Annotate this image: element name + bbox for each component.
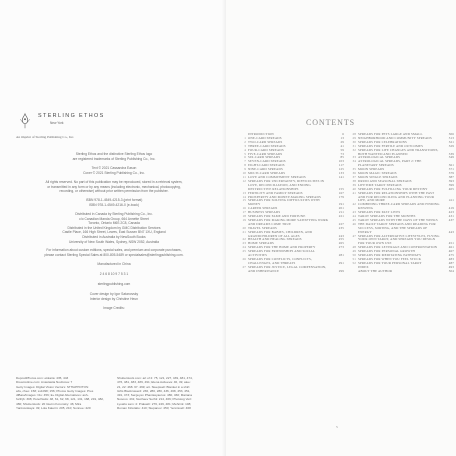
toc-entry-title: MOON SPREADS xyxy=(358,167,385,172)
toc-entry-page: 243 xyxy=(338,233,344,238)
toc-entry-number: 34 xyxy=(352,159,356,164)
toc-entry-title: PROSPERITY AND MONEY-MAKING SPREADS xyxy=(248,194,321,199)
toc-entry-number: 5 xyxy=(244,151,246,156)
toc-entry-number: 6 xyxy=(244,155,246,160)
toc-entry-title: ASTROLOGICAL SPREADS, PART 2: THE PLANETARY SPREADS xyxy=(358,159,422,168)
toc-entry-number: 12 xyxy=(242,178,246,183)
toc-entry-page: 273 xyxy=(338,245,344,250)
credit-line: Yankovskaya: 49; Lola Katerin: 205, 210; Sonnee: 420 xyxy=(16,406,91,411)
publisher-city: New York xyxy=(50,121,64,125)
toc-entry-title: SPREADS FOR LIFE CHANGES AND TRANSITIONS, BOTH WANTED AND PLANNED xyxy=(358,147,439,156)
toc-entry-number: 11 xyxy=(242,174,246,179)
distribution-line: Distributed in Australia by NewSouth Books xyxy=(82,234,146,239)
toc-entry-page: 475 xyxy=(448,253,454,258)
toc-entry-title: FOUR-CARD SPREADS xyxy=(248,147,284,152)
toc-entry-title: SPREADS FOR PETS LARGE AND SMALL xyxy=(358,132,423,136)
toc-entry-number: 28 xyxy=(352,132,356,136)
toc-entry-title: FIVE-CARD SPREADS xyxy=(248,151,283,156)
toc-entry xyxy=(350,270,454,274)
toc-entry-number: 9 xyxy=(244,167,246,172)
toc-entry xyxy=(350,223,454,235)
toc-entry-page: 85 xyxy=(340,155,344,160)
toc-entry-page: 393 xyxy=(448,178,454,183)
toc-entry-number: 39 xyxy=(352,182,356,187)
toc-entry-title: MOON SINGLE SPREADS xyxy=(358,174,398,179)
rights-line: or transmitted in any form or by any means (including electronic, mechanical, photocopying, xyxy=(47,184,181,189)
toc-entry-page: 255 xyxy=(338,237,344,242)
toc-entry-page: 313 xyxy=(448,135,454,140)
toc-entry-page: 265 xyxy=(338,241,344,246)
copyright-line: Text © 2021 Cassandra Eason xyxy=(91,166,137,170)
toc-entry-number: 43 xyxy=(352,210,356,215)
toc-entry-page: 451 xyxy=(448,241,454,246)
toc-entry-number: 46 xyxy=(352,221,356,226)
contents-title: CONTENTS xyxy=(306,118,355,127)
credit-line: abv, cheo: 158; ss1098; 156; Photos Getty Images: Pres xyxy=(16,388,94,393)
toc-entry-title: SEVEN-CARD SPREADS xyxy=(248,159,286,164)
toc-entry-title: SPREADS FOR PAST LIVES xyxy=(358,210,401,215)
credit-line: Nosovo: 431; Nechaev Serhii: 214, 466; Photolog Vert: xyxy=(117,397,192,402)
toc-entry-title: MOON MAGIC SPREADS xyxy=(358,171,397,176)
design-line: Interior design by Christine Heun xyxy=(89,296,138,301)
toc-entry-title: FERTILITY AND FAMILY SPREADS xyxy=(248,190,303,195)
toc-entry-title: CAREER SPREADS xyxy=(248,206,278,211)
toc-entry-title: BUSINESS SPREADS xyxy=(248,210,281,215)
credit-line: Gifts Blackrowerd: 236, 280, 280, 436, 468, 453, 451, xyxy=(117,388,191,393)
credit-line: 476, 481, 483, 489, 491; Elena Avdeeva: 46, 49; alee: xyxy=(117,380,191,385)
toc-entry-title: LOVE AND COMMITMENT SPREADS xyxy=(248,174,306,179)
credit-line: forthjb: 308; Peterhiatts: 48, 61, 62, 68, 121, 131, 168, 219, 482, xyxy=(16,397,104,402)
toc-entry-title: TWO-CARD SPREADS xyxy=(248,139,283,144)
toc-entry-page: 179 xyxy=(338,194,344,199)
toc-entry-number: 22 xyxy=(242,237,246,242)
toc-entry-title: SPREADS FOR BABIES, CHILDREN, AND GRANDCHILDREN OF ALL AGES xyxy=(248,229,313,238)
toc-entry-title: INDEX xyxy=(358,264,369,269)
credit-line: Lyoabs sam: 4: Prakash: 276, 249, 481; Mehrnik: 108; xyxy=(117,401,192,406)
special-sales-line: For information about custom editions, special sales, and premium and corporate purchases, xyxy=(46,248,182,252)
toc-entry-page: 155 xyxy=(338,186,344,191)
toc-entry-title: SPREADS FOR FERTILE AND OUTCOMES xyxy=(358,143,424,148)
toc-entry-number: 32 xyxy=(352,147,356,152)
toc-entry-number: 45 xyxy=(352,217,356,222)
isbn-line: ISBN 978-1-4549-4215-3 (print format) xyxy=(85,198,143,202)
image-credits-heading: Image Credits: xyxy=(103,306,125,310)
isbn-block xyxy=(16,198,212,207)
toc-entry-number: 3 xyxy=(244,143,246,148)
toc-entry-number: 24 xyxy=(242,245,246,250)
toc-entry-page: 349 xyxy=(448,155,454,160)
toc-entry-number: 20 xyxy=(242,225,246,230)
toc-entry-page: 191 xyxy=(338,202,344,207)
contents-page xyxy=(226,0,456,456)
copyright-block xyxy=(16,166,212,175)
toc-entry xyxy=(240,180,344,192)
page-number: 5 xyxy=(336,425,338,429)
toc-entry-page: 299 xyxy=(338,268,344,273)
toc-entry-page: 133 xyxy=(338,171,344,176)
toc-entry-number: 52 xyxy=(352,260,356,265)
toc-entry-number: 14 xyxy=(242,194,246,199)
toc-entry-page: 411 xyxy=(448,198,454,203)
credit-line: DepositPhotos.com: ekkaria: 435, 443 xyxy=(16,376,69,380)
toc-entry-page: 423 xyxy=(448,210,454,215)
toc-entry-title: SPREADS FOR FAME AND FORTUNE xyxy=(248,214,306,219)
distribution-line: Toronto, Ontario M6S 2C8, Canada xyxy=(88,221,140,226)
toc-entry-number: 8 xyxy=(244,163,246,168)
trademark-line: are registered trademarks of Sterling Publishing Co., Inc. xyxy=(72,156,156,161)
special-sales-block xyxy=(16,248,212,257)
toc-entry-number: 29 xyxy=(352,135,356,140)
toc-entry-page: 125 xyxy=(338,167,344,172)
credit-line: Dreamstime.com: Anastasiia Novikova: 7 xyxy=(16,380,73,385)
toc-entry-title: NINE-CARD SPREADS xyxy=(248,167,283,172)
credit-line: 21, 22: 468. 67. 469; art. Sleepwell: Blanket in a shirt: xyxy=(117,384,191,389)
credits-column-left xyxy=(16,376,112,410)
toc-entry-title: COMBINING THREE-CARD SPREADS AND FINDING KENZING xyxy=(358,202,440,211)
toc-entry-title: ABOUT THE AUTHOR xyxy=(358,268,393,273)
design-line: Cover design by Igor Satanovsky xyxy=(89,292,139,296)
toc-entry-number: 36 xyxy=(352,171,356,176)
sterling-ethos-flame-logo-icon xyxy=(16,112,34,130)
toc-entry xyxy=(240,266,344,274)
toc-entry-page: 211 xyxy=(338,210,344,215)
copyright-line: Cover © 2021 Sterling Publishing Co., Inc. xyxy=(83,170,145,175)
toc-entry-number: 21 xyxy=(242,229,246,234)
toc-entry-page: 405 xyxy=(448,186,454,191)
toc-entry-number: 7 xyxy=(244,159,246,164)
toc-entry-number: 47 xyxy=(352,233,356,238)
toc-entry-page: 103 xyxy=(338,159,344,164)
imprint-line: An imprint of Sterling Publishing Co., Inc. xyxy=(16,135,75,139)
toc-entry-number: 25 xyxy=(242,249,246,254)
toc-entry-title: SPREADS FOR WHEN YOU FEEL STUCK xyxy=(358,257,422,261)
toc-entry-title: MULTI-CARD SPREADS xyxy=(248,171,286,176)
toc-entry-page: 6 xyxy=(342,132,344,136)
toc-entry-page: 29 xyxy=(340,139,344,144)
toc-entry-title: SPREADS FOR FULFILLING YOUR DESTINY xyxy=(358,186,428,191)
toc-entry-title: ASTROLOGICAL SPREADS xyxy=(358,155,401,160)
toc-entry-number: 13 xyxy=(242,190,246,195)
toc-entry-title: SPREADS FOR CELEBRATIONS xyxy=(358,139,407,144)
credit-line: Roman Kiriolatto: 410; Stepanov: 450; Yennisvell: 468 xyxy=(117,406,191,411)
credit-line: 480; Shutterstock: 20 Gtetm Koronsky: 46; Mira xyxy=(16,401,82,406)
rights-block xyxy=(16,180,212,194)
printing-numbers: 2 4 6 8 10 9 7 5 3 1 xyxy=(99,272,129,276)
toc-entry-title: SPREADS FOR UNCERTAINTY, DIFFICULTIES IN LOVE, RECONCILIATION, AND ENDING DESTRUCTIVE RELATIONSHIPS xyxy=(248,178,325,191)
toc-entry-title: SPREADS FOR MAKING MORE SATISFYING WORK AND DREAMS COME TRUE xyxy=(248,217,329,226)
toc-entry-number: 42 xyxy=(352,202,356,207)
trademark-line: Sterling Ethos and the distinctive Sterling Ethos logo xyxy=(75,152,153,156)
distribution-block xyxy=(16,212,212,244)
toc-entry-number: 50 xyxy=(352,253,356,258)
toc-entry-title: SPREADS FOR RELATIONSHIPS WITH THE PAST AND FOR RECONCILING AND PLANNING YOUR LIFE, AND MORE xyxy=(358,190,435,203)
toc-entry-page: 504 xyxy=(448,268,454,273)
rights-line: All rights reserved. No part of this publication may be reproduced, stored in a retrieval system, xyxy=(45,180,183,184)
toc-entry-page: 291 xyxy=(338,260,344,265)
toc-entry-title: SPREADS FOR YOUR PERSONAL TAROT xyxy=(358,260,422,265)
toc-entry-page: 493 xyxy=(448,264,454,269)
toc-entry-page: 443 xyxy=(448,229,454,234)
toc-entry-number: 26 xyxy=(242,257,246,261)
toc-entry-page: 235 xyxy=(338,225,344,230)
distribution-line: c/o Canadian Manda Group, 664 Annette Street xyxy=(79,216,149,221)
toc-entry-title: SIX-CARD SPREADS xyxy=(248,155,281,160)
toc-entry-title: LIFETIME TAROT SPREADS xyxy=(358,182,402,187)
toc-entry-number: 40 xyxy=(352,186,356,191)
special-sales-line: please contact Sterling Special Sales at 800-805-5489 or specialsales@sterlingpublishing.com. xyxy=(44,252,184,257)
toc-entry-number: 49 xyxy=(352,249,356,254)
toc-entry-title: SPREADS FOR FRIENDSHIPS AND SOCIAL ACTIVITIES xyxy=(248,249,315,258)
isbn-line: ISBN 978-1-4549-4216-0 (e-book) xyxy=(88,202,140,207)
toc-entry-page: 387 xyxy=(448,174,454,179)
copyright-page xyxy=(0,0,226,456)
distribution-line: Distributed in the United Kingdom by GMC Distribution Services xyxy=(67,225,161,230)
publisher-name: STERLING ETHOS xyxy=(38,113,105,119)
toc-entry-number: 10 xyxy=(242,171,246,176)
toc-entry-number: 35 xyxy=(352,167,356,172)
toc-entry-page: 483 xyxy=(448,257,454,261)
design-credits xyxy=(16,292,212,301)
toc-entry-page: 117 xyxy=(338,163,344,168)
toc-entry-number: 31 xyxy=(352,143,356,148)
toc-entry-page: 467 xyxy=(448,249,454,254)
toc-entry-page: 321 xyxy=(448,139,454,144)
toc-entry-page: 13 xyxy=(340,135,344,140)
toc-entry-page: 361 xyxy=(448,163,454,168)
toc-entry-page: 329 xyxy=(448,143,454,148)
toc-entry-page: 221 xyxy=(338,214,344,219)
credit-line: Getty Images: Digital Vision Vectors: STHAPHOTOS: xyxy=(16,384,89,389)
toc-entry-page: 306 xyxy=(448,132,454,136)
toc-entry-number: 4 xyxy=(244,147,246,152)
toc-entry-title: INTRODUCTION xyxy=(248,132,274,136)
toc-entry-page: 41 xyxy=(340,143,344,148)
publisher-logo xyxy=(16,112,176,132)
toc-entry-page: 201 xyxy=(338,206,344,211)
toc-entry-page: 59 xyxy=(340,147,344,152)
toc-entry-page: 461 xyxy=(448,245,454,250)
toc-entry-number: 15 xyxy=(242,198,246,203)
credit-line: diBaiu/Images: Clu: 456; E+ Digital Alternatives: ash- xyxy=(16,393,89,398)
toc-entry-title: HEALTH AND HEALING SPREADS xyxy=(248,237,302,242)
toc-entry-title: SPREADS FOR THE HOME AND PROPERTY xyxy=(248,245,316,250)
toc-entry-title: DRUID AND SEASONAL SPREADS xyxy=(358,178,412,183)
toc-entry-page: 379 xyxy=(448,171,454,176)
trademark-block xyxy=(16,152,212,161)
contents-column-2 xyxy=(350,133,454,274)
toc-entry-page: 281 xyxy=(338,253,344,258)
toc-entry-page: 437 xyxy=(448,217,454,222)
toc-entry-title: EIGHT-CARD SPREADS xyxy=(248,163,285,168)
toc-entry-number: 1 xyxy=(244,135,246,140)
toc-entry-title: TAROT SPREADS WITH THE DAYS OF THE WEEKS xyxy=(358,217,438,222)
toc-entry-number: 38 xyxy=(352,178,356,183)
toc-entry-page: 371 xyxy=(448,167,454,172)
toc-entry-page: 167 xyxy=(338,190,344,195)
toc-entry-title: SPREADS FOR CONFLICTS, CONFLICTS, CHALLENGES, AND THREATS xyxy=(248,257,312,265)
toc-entry-title: SPREADS FOR JUSTICE, LEGAL COMPENSATION, AND INHERITANCE xyxy=(248,264,327,273)
toc-entry-number: 51 xyxy=(352,257,356,261)
toc-entry-title: THREE-CARD SPREADS xyxy=(248,143,286,148)
contents-column-1 xyxy=(240,133,344,274)
toc-entry-number: 48 xyxy=(352,245,356,250)
toc-entry-number: 17 xyxy=(242,210,246,215)
toc-entry-title: SPREADS FOR SOLVING DIFFICULTIES WITH MONEY xyxy=(248,198,320,207)
credit-line: 491, 473; Sergeyev Phantasyaurus: 480, 460; Mariana xyxy=(117,393,192,398)
toc-entry-number: 23 xyxy=(242,241,246,246)
toc-entry-title: SPREADS FOR LEVERAGE AND CONFRONTATION xyxy=(358,245,438,250)
toc-entry-title: NEIGHBORHOOD AND COMMUNITY SPREADS xyxy=(358,135,432,140)
toc-entry-title: HOME SPREADS xyxy=(248,241,274,246)
toc-entry-title: SPREADS FOR ALTERNATIVE LIFESTYLES, FLYING YOUR OWN TAROT, AND SPREADS YOU DESIGN FOR YOUR OWN USE xyxy=(358,233,440,246)
toc-entry-number: 37 xyxy=(352,174,356,179)
toc-entry-number: 33 xyxy=(352,155,356,160)
toc-entry-title: SPREADS FOR PERSONAL GROWTH xyxy=(358,249,415,254)
toc-entry-page: 431 xyxy=(448,214,454,219)
toc-entry-title: ONE-CARD SPREADS xyxy=(248,135,282,140)
toc-entry-title: SPREADS FOR MEDITATING PATHWAYS xyxy=(358,253,422,258)
credits-column-right xyxy=(117,376,213,410)
toc-entry-page: 227 xyxy=(338,221,344,226)
distribution-line: Castle Place, 166 High Street, Lewes, East Sussex BN7 1XU, England xyxy=(62,230,166,235)
toc-entry-number: 16 xyxy=(242,206,246,211)
toc-entry-page: 419 xyxy=(448,206,454,211)
toc-entry-number: 44 xyxy=(352,214,356,219)
toc-entry-number: 2 xyxy=(244,139,246,144)
toc-entry-number: 30 xyxy=(352,139,356,144)
toc-entry-page: 399 xyxy=(448,182,454,187)
toc-entry-page: 73 xyxy=(340,151,344,156)
toc-entry-page: 141 xyxy=(338,174,344,179)
website-line: sterlingpublishing.com xyxy=(97,282,131,286)
toc-entry-number: 27 xyxy=(242,264,246,269)
toc-entry-title: THE DAILY TAROT SPREADS AND READING FOR SUCCESS, SORTING, AND THE SPREADS OF ENERGY xyxy=(358,221,436,234)
toc-entry-title: TRAVEL SPREADS xyxy=(248,225,277,230)
toc-entry-title: TAROT SPREADS FOR THE MONTHS xyxy=(358,214,416,219)
toc-entry-number: 19 xyxy=(242,217,246,222)
toc-entry-page: 487 xyxy=(448,260,454,265)
toc-entry-page: 339 xyxy=(448,151,454,156)
manufactured-line: Manufactured in China xyxy=(97,262,131,266)
rights-line: recording, or otherwise) without prior written permission from the publisher. xyxy=(59,189,169,194)
toc-entry-number: 18 xyxy=(242,214,246,219)
distribution-line: University of New South Wales, Sydney, NSW 2052, Australia xyxy=(69,239,159,244)
distribution-line: Distributed in Canada by Sterling Publishing Co., Inc. xyxy=(75,212,153,216)
toc-entry-number: 41 xyxy=(352,190,356,195)
credit-line: Shutterstock.com: art of 2: 75, 121, 227, 439, 481, 474, xyxy=(117,376,193,380)
